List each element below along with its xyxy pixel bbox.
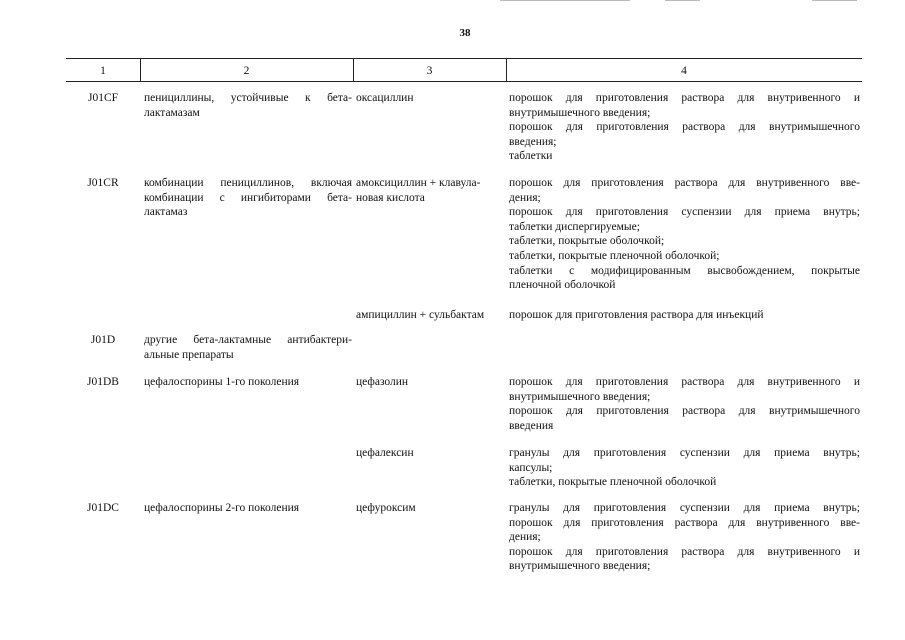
dosage-forms-cell — [509, 501, 860, 574]
dosage-forms-cell-line: таблетки с модифицированным высвобождением, покрытые — [509, 264, 860, 277]
dosage-forms-cell-line: введения — [509, 419, 554, 432]
group-name-cell — [144, 333, 352, 362]
dosage-forms-cell-line: порошок для приготовления раствора для внутривенного вве- — [509, 516, 860, 529]
group-name-cell-line: комбинации пенициллинов, включая — [144, 177, 352, 189]
dosage-forms-cell-line: введения; — [509, 135, 557, 148]
dosage-forms-cell-line: пленочной оболочкой — [509, 279, 616, 292]
group-name-cell-line: альные препараты — [144, 348, 234, 361]
drug-name-cell-line: оксациллин — [356, 92, 414, 104]
table-header-rule — [66, 81, 862, 82]
dosage-forms-cell-line: гранулы для приготовления суспензии для приема внутрь; — [509, 502, 860, 514]
atc-code-cell: J01CR — [87, 177, 119, 189]
drug-name-cell-line: ампициллин + сульбактам — [356, 309, 485, 321]
dosage-forms-cell-line: порошок для приготовления раствора для инъекций — [509, 309, 764, 321]
dosage-forms-cell — [509, 375, 860, 433]
dosage-forms-cell-line: порошок для приготовления суспензии для приема внутрь; — [509, 206, 860, 219]
dosage-forms-cell-line: порошок для приготовления раствора для внутримышечного — [509, 121, 860, 134]
group-name-cell-line: лактамазам — [144, 106, 200, 119]
scan-edge-mark — [665, 0, 700, 2]
dosage-forms-cell-line: порошок для приготовления раствора для внутривенного и — [509, 376, 860, 388]
dosage-forms-cell-line: таблетки, покрытые пленочной оболочкой; — [509, 249, 720, 262]
dosage-forms-cell-line: порошок для приготовления раствора для внутривенного и — [509, 545, 860, 558]
drug-name-cell — [356, 501, 504, 516]
dosage-forms-cell — [509, 91, 860, 164]
group-name-cell — [144, 501, 352, 516]
dosage-forms-cell-line: дения; — [509, 191, 541, 204]
dosage-forms-cell-line: гранулы для приготовления суспензии для приема внутрь; — [509, 447, 860, 459]
drug-name-cell-line: цефалексин — [356, 447, 414, 459]
group-name-cell-line: лактамаз — [144, 206, 188, 219]
column-header-2: 2 — [243, 65, 250, 77]
group-name-cell — [144, 91, 352, 120]
dosage-forms-cell-line: дения; — [509, 531, 541, 544]
group-name-cell-line: цефалоспорины 2-го поколения — [144, 502, 300, 514]
scan-edge-mark — [812, 0, 857, 2]
group-name-cell-line: другие бета-лактамные антибактери- — [144, 334, 352, 346]
group-name-cell-line: комбинации с ингибиторами бета- — [144, 191, 352, 204]
dosage-forms-cell — [509, 446, 860, 490]
drug-name-cell — [356, 375, 504, 390]
column-header-1: 1 — [100, 65, 106, 77]
dosage-forms-cell-line: таблетки диспергируемые; — [509, 220, 640, 233]
dosage-forms-cell-line: капсулы; — [509, 461, 553, 474]
drug-name-cell — [356, 446, 504, 461]
group-name-cell-line: пенициллины, устойчивые к бета- — [144, 92, 352, 104]
drug-name-cell — [356, 308, 504, 323]
dosage-forms-cell-line: порошок для приготовления раствора для внутримышечного — [509, 405, 860, 418]
dosage-forms-cell-line: порошок для приготовления раствора для внутривенного вве- — [509, 177, 860, 189]
atc-code-cell: J01CF — [87, 92, 119, 104]
dosage-forms-cell-line: внутримышечного введения; — [509, 560, 651, 573]
dosage-forms-cell-line: таблетки, покрытые оболочкой; — [509, 235, 665, 248]
atc-code-cell: J01D — [90, 334, 116, 346]
atc-code-cell: J01DC — [87, 502, 119, 514]
group-name-cell-line: цефалоспорины 1-го поколения — [144, 376, 300, 388]
group-name-cell — [144, 375, 352, 390]
column-header-3: 3 — [426, 65, 433, 77]
dosage-forms-cell-line: таблетки, покрытые пленочной оболочкой — [509, 476, 717, 489]
dosage-forms-cell — [509, 308, 860, 323]
drug-name-cell-line: цефазолин — [356, 376, 409, 388]
dosage-forms-cell-line: внутримышечного введения; — [509, 106, 651, 119]
dosage-forms-cell-line: порошок для приготовления раствора для внутривенного и — [509, 92, 860, 104]
drug-name-cell-line: новая кислота — [356, 191, 425, 204]
table-top-rule — [66, 58, 862, 59]
scan-edge-mark — [500, 0, 630, 2]
dosage-forms-cell-line: внутримышечного введения; — [509, 390, 651, 403]
drug-name-cell — [356, 91, 504, 106]
dosage-forms-cell-line: таблетки — [509, 150, 553, 163]
drug-name-cell — [356, 176, 504, 205]
dosage-forms-cell — [509, 176, 860, 293]
atc-code-cell: J01DB — [87, 376, 119, 388]
page-number: 38 — [459, 27, 471, 39]
drug-name-cell-line: цефуроксим — [356, 502, 416, 514]
column-header-4: 4 — [681, 65, 687, 77]
group-name-cell — [144, 176, 352, 220]
drug-name-cell-line: амоксициллин + клавула- — [356, 177, 481, 189]
